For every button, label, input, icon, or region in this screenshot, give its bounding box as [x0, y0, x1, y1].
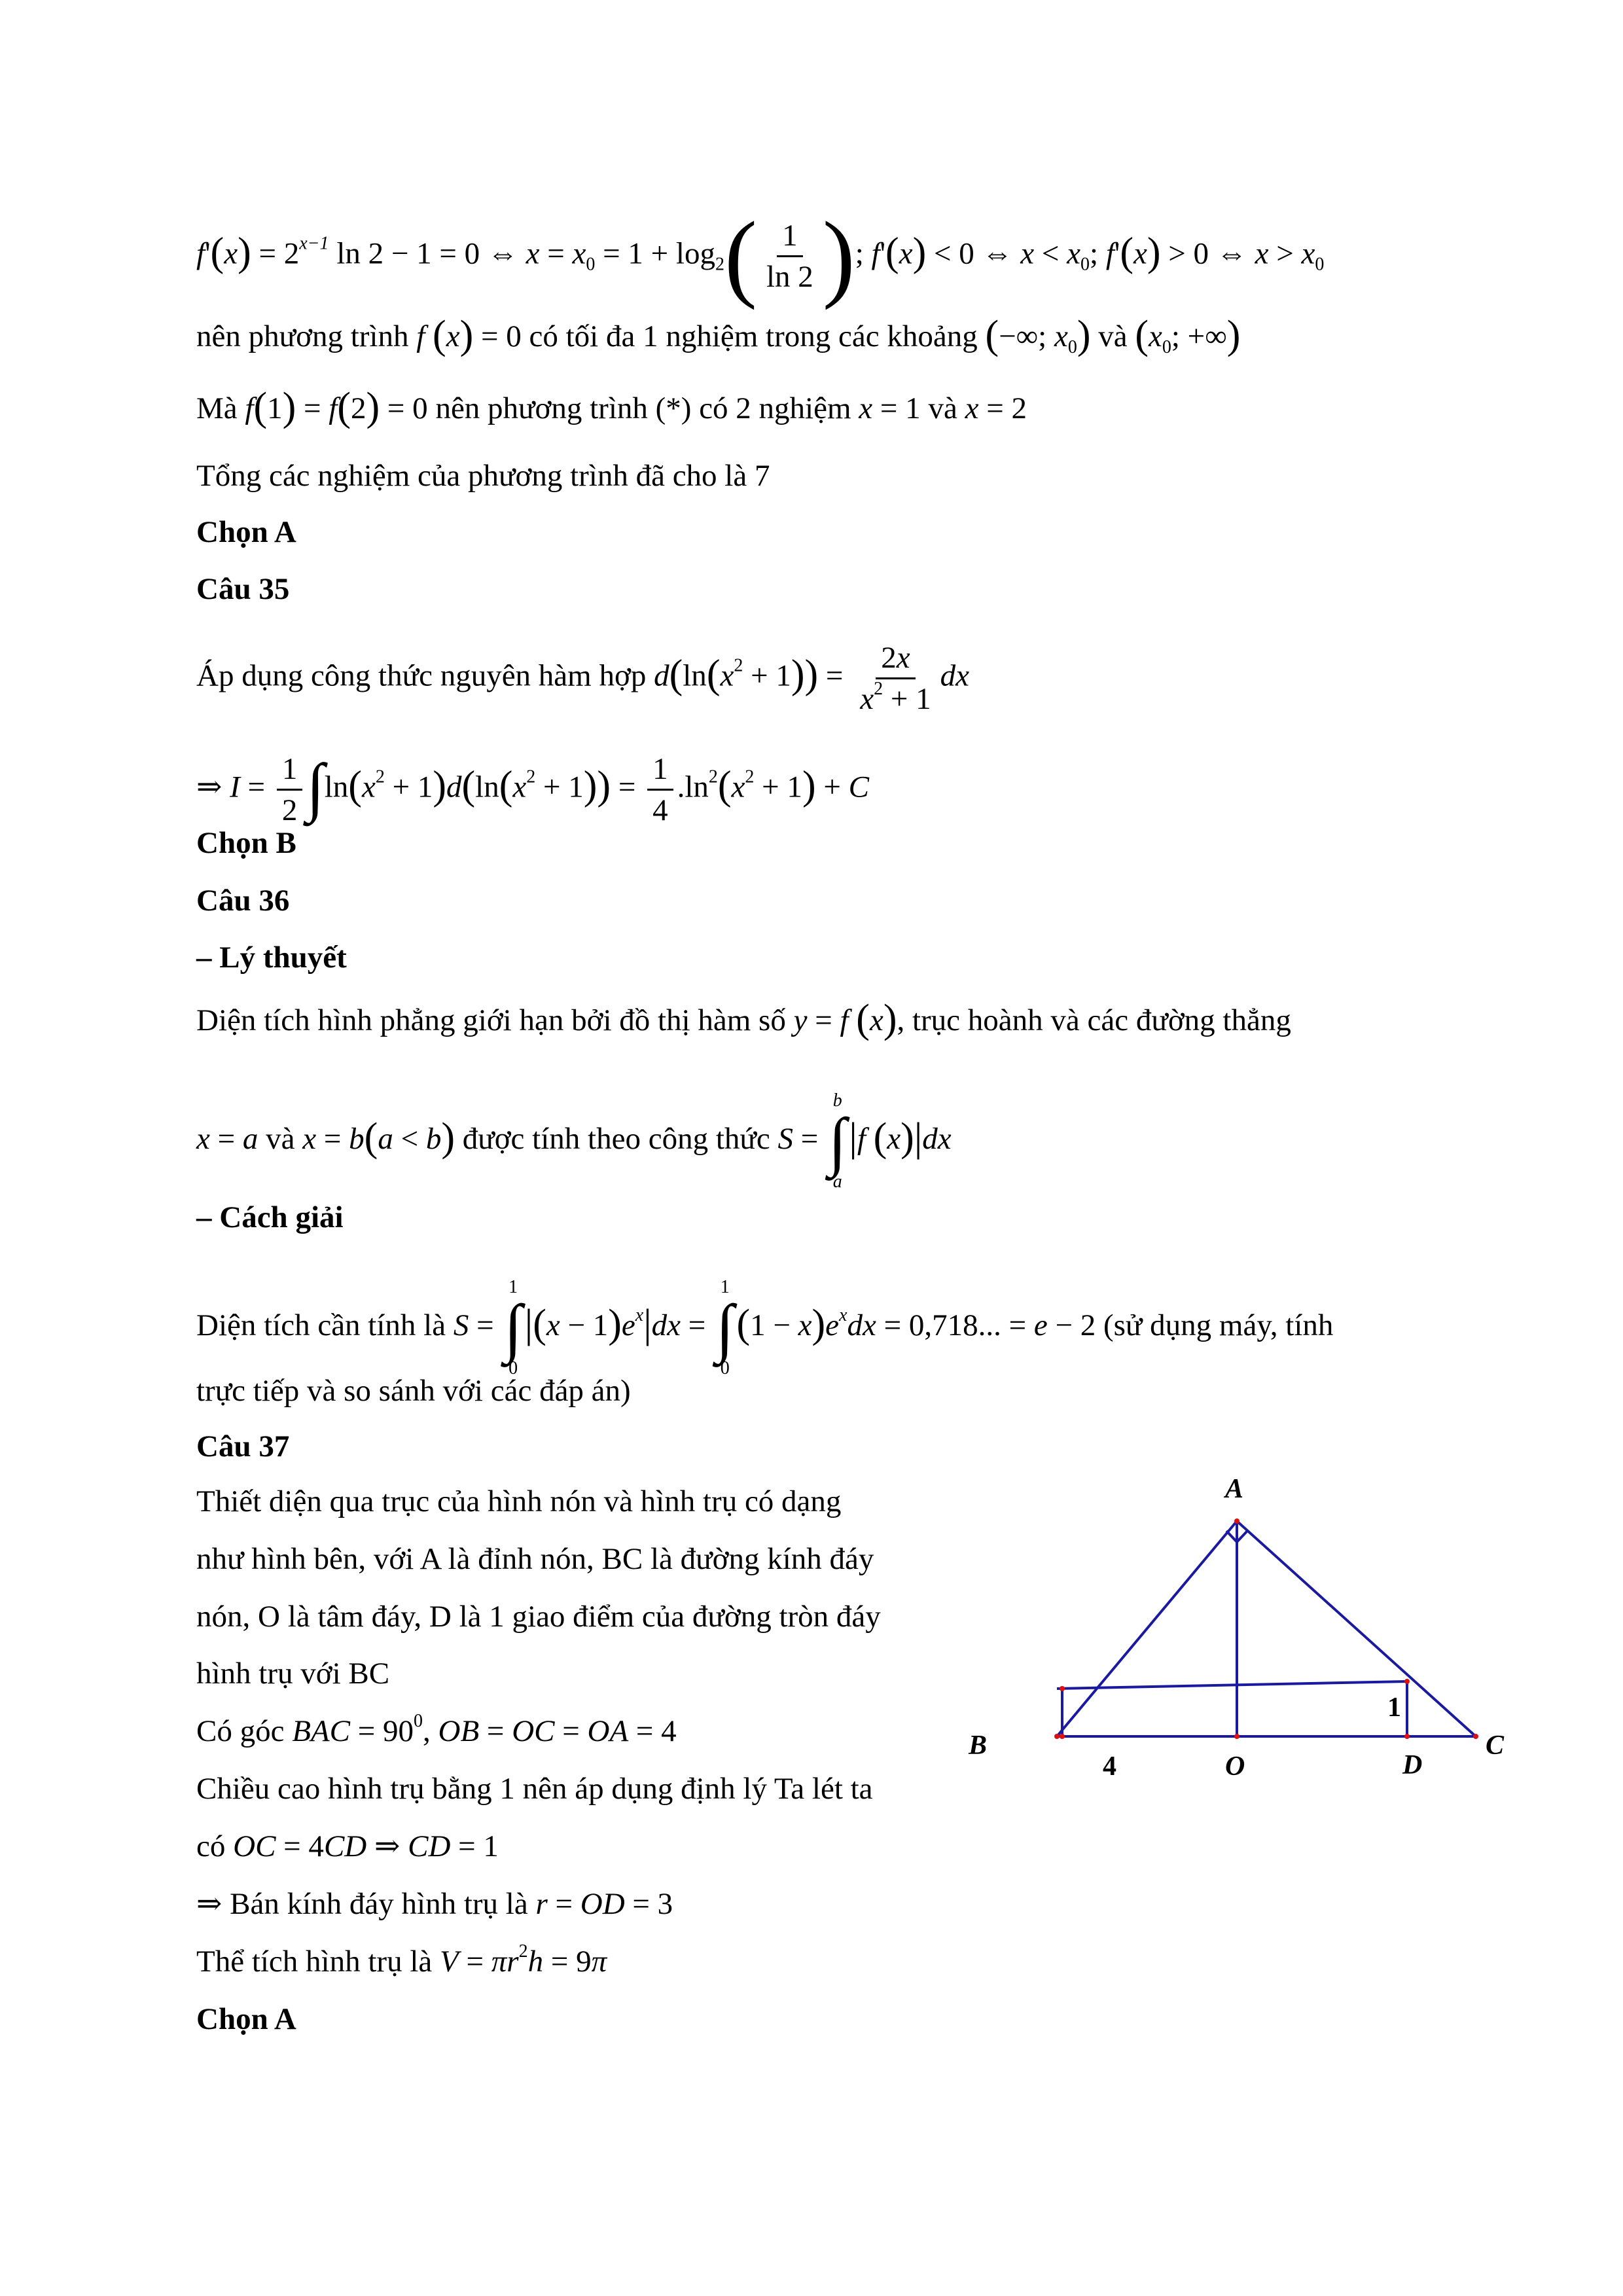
label-1: 1: [1387, 1693, 1401, 1723]
answer-label: Chọn A: [196, 515, 296, 549]
text-line: Có góc BAC = $90^0$, OB = OC = OA = 4: [196, 1711, 677, 1748]
cone-side-ac: [1237, 1521, 1476, 1736]
cone-side-ab: [1057, 1521, 1237, 1736]
derivative-equation: $f'(x) = 2^{x-1}$ ln 2 − 1 = 0 ⇔ $x = x_0 = 1 + \log_2$( $\frac{1}{\ln 2}$ ); f'(x) < 0 ⇔ $x < x_0$; f'(x) > 0 ⇔ $x > x_0$: [196, 202, 1325, 311]
area-computation: Diện tích cần tính là S = 1 ∫ 0 $|(x - 1)e^x|dx$ = 1 ∫ 0 $(1 - x)e^xdx = 0,718$... = e − 2 (sử dụng máy, tính: [196, 1277, 1334, 1378]
section-heading: – Lý thuyết: [196, 941, 347, 975]
question-title: Câu 35: [196, 572, 290, 606]
point-c: [1473, 1734, 1478, 1739]
point-base-left: [1060, 1734, 1065, 1739]
text-line: trực tiếp và so sánh với các đáp án): [196, 1374, 631, 1408]
text-line: Áp dụng công thức nguyên hàm hợp $d(\ln(x^2 + 1))$ = $\frac{2x}{x^2 + 1}$ dx: [196, 638, 969, 719]
cylinder-top: [1057, 1681, 1407, 1689]
text-line: ⇒ Bán kính đáy hình trụ là r = OD = 3: [196, 1887, 673, 1921]
label-4: 4: [1103, 1751, 1116, 1782]
text-line: Chiều cao hình trụ bằng 1 nên áp dụng định lý Ta lét ta: [196, 1772, 873, 1806]
text-line: Tổng các nghiệm của phương trình đã cho là 7: [196, 459, 770, 493]
question-title: Câu 37: [196, 1429, 290, 1463]
point-top-left: [1060, 1686, 1065, 1691]
answer-label: Chọn B: [196, 826, 296, 860]
text-line: hình trụ với BC: [196, 1657, 390, 1691]
label-a: A: [1225, 1474, 1244, 1504]
answer-label: Chọn A: [196, 2002, 296, 2036]
area-formula: x = a và x = b(a < b) được tính theo công thức S = b ∫ a |f (x)|dx: [196, 1090, 952, 1192]
text-line: như hình bên, với A là đỉnh nón, BC là đường kính đáy: [196, 1542, 874, 1576]
text-line: Thiết diện qua trục của hình nón và hình trụ có dạng: [196, 1484, 842, 1518]
question-title: Câu 36: [196, 884, 290, 918]
text-line: Thể tích hình trụ là $V = \pi r^2h = 9\pi$: [196, 1941, 607, 1979]
point-a: [1234, 1518, 1240, 1524]
text-line: nón, O là tâm đáy, D là 1 giao điểm của đường tròn đáy: [196, 1600, 881, 1634]
text-line: có OC = 4CD ⇒ CD = 1: [196, 1829, 499, 1863]
point-top-right: [1404, 1679, 1410, 1684]
integral-result: ⇒ I = $\frac{1}{2}$ $\int\ln(x^2 + 1)d(\ln(x^2 + 1))$ = $\frac{1}{4}$ $.\ln^2(x^2 + 1) + C$: [196, 750, 869, 827]
point-o: [1234, 1734, 1240, 1739]
point-b: [1054, 1734, 1060, 1739]
section-heading: – Cách giải: [196, 1200, 344, 1234]
label-d: D: [1402, 1750, 1423, 1780]
text-line: Mà f(1) = f(2) = 0 nên phương trình (*) có 2 nghiệm x = 1 và x = 2: [196, 385, 1027, 429]
label-b: B: [969, 1731, 988, 1761]
text-line: Diện tích hình phẳng giới hạn bởi đồ thị hàm số y = f (x), trục hoành và các đường thẳng: [196, 997, 1291, 1041]
label-o: O: [1225, 1751, 1245, 1782]
label-c: C: [1486, 1731, 1505, 1761]
point-d: [1404, 1734, 1410, 1739]
text-line: nên phương trình f (x) = 0 có tối đa 1 nghiệm trong các khoảng (−∞; $x_0$) và ($x_0$; +∞): [196, 313, 1241, 357]
